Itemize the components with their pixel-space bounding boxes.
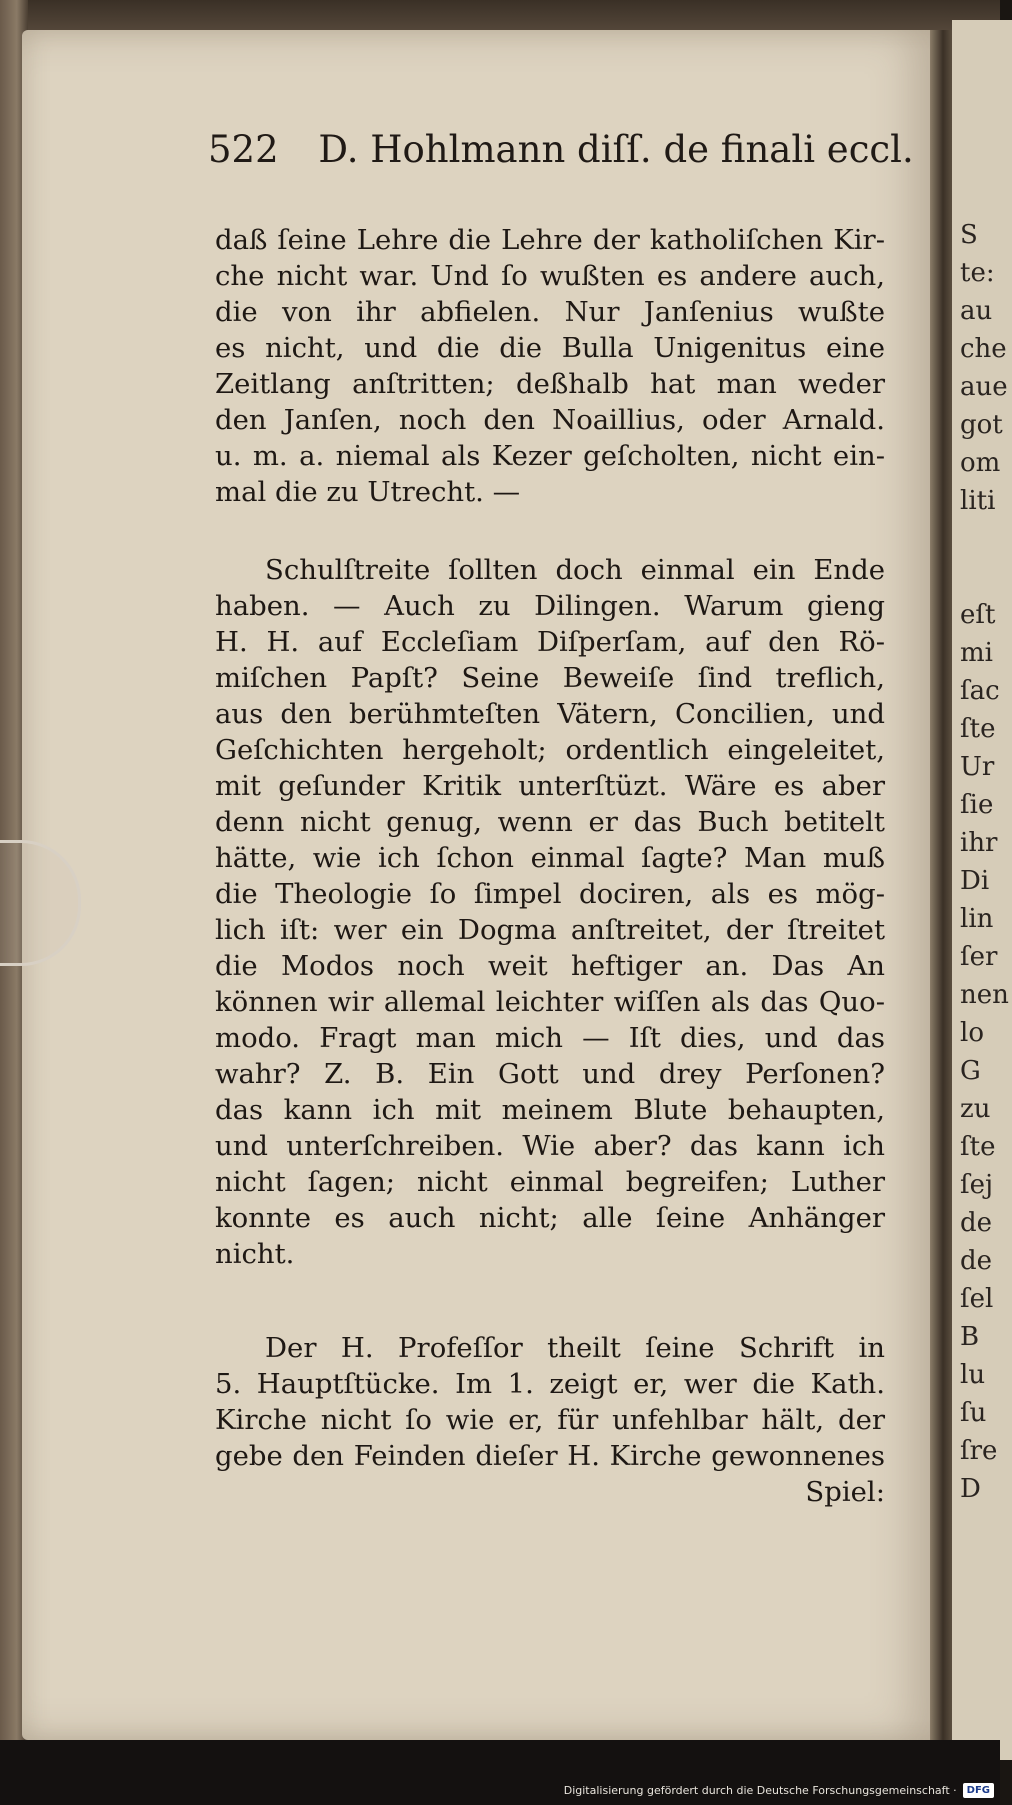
facing-page-fragment: ſel [960, 1284, 994, 1314]
text-line: lich iſt: wer ein Dogma anſtreitet, der ſtreitet [215, 914, 885, 946]
facing-page [952, 20, 1012, 1760]
facing-page-fragment: de [960, 1246, 993, 1276]
text-line: denn nicht genug, wenn er das Buch betitelt [215, 806, 885, 838]
facing-page-fragment: G [960, 1056, 981, 1086]
text-line: Schulſtreite ſollten doch einmal ein Ende [265, 554, 885, 586]
text-line: das kann ich mit meinem Blute behaupten, [215, 1094, 885, 1126]
facing-page-fragment: ſac [960, 676, 1000, 706]
facing-page-fragment: che [960, 334, 1007, 364]
facing-page-fragment: ſej [960, 1170, 994, 1200]
text-line: nicht. [215, 1238, 295, 1270]
text-line: nicht ſagen; nicht einmal begreifen; Luther [215, 1166, 885, 1198]
facing-page-fragment: ſte [960, 1132, 996, 1162]
text-line: 5. Hauptſtücke. Im 1. zeigt er, wer die Kath. [215, 1368, 885, 1400]
running-header [208, 128, 914, 171]
text-line: und unterſchreiben. Wie aber? das kann ich [215, 1130, 885, 1162]
text-line: Der H. Profeſſor theilt ſeine Schrift in [265, 1332, 885, 1364]
facing-page-fragment: zu [960, 1094, 991, 1124]
facing-page-fragment: ſre [960, 1436, 998, 1466]
footer-credit: Digitalisierung gefördert durch die Deutsche Forschungsgemeinschaft · [563, 1783, 957, 1797]
text-line: che nicht war. Und ſo wußten es andere auch, [215, 260, 885, 292]
facing-page-fragment: om [960, 448, 1001, 478]
facing-page-fragment: au [960, 296, 993, 326]
facing-page-fragment: ſte [960, 714, 996, 744]
text-line: aus den berühmteſten Vätern, Concilien, und [215, 698, 885, 730]
text-line: modo. Fragt man mich — Iſt dies, und das [215, 1022, 885, 1054]
facing-page-fragment: te: [960, 258, 995, 288]
facing-page-fragment: mi [960, 638, 993, 668]
dfg-logo: DFG [963, 1783, 994, 1798]
text-line: die Modos noch weit heftiger an. Das An [215, 950, 885, 982]
facing-page-fragment: S [960, 220, 978, 250]
facing-page-fragment: lu [960, 1360, 986, 1390]
facing-page-fragment: ſie [960, 790, 994, 820]
text-line: mit geſunder Kritik unterſtüzt. Wäre es aber [215, 770, 885, 802]
running-title: D. Hohlmann diſſ. de finali eccl. [318, 128, 914, 171]
text-line: H. H. auf Eccleſiam Diſperſam, auf den Rö- [215, 626, 885, 658]
facing-page-fragment: ihr [960, 828, 998, 858]
digitization-footer [564, 1779, 994, 1801]
text-line: gebe den Feinden dieſer H. Kirche gewonnenes [215, 1440, 885, 1472]
facing-page-fragment: B [960, 1322, 980, 1352]
text-line: es nicht, und die die Bulla Unigenitus eine [215, 332, 885, 364]
text-line: die Theologie ſo ſimpel dociren, als es mög- [215, 878, 885, 910]
text-line: daß ſeine Lehre die Lehre der katholiſchen Kir- [215, 224, 885, 256]
facing-page-fragment: Ur [960, 752, 995, 782]
facing-page-fragment: D [960, 1474, 981, 1504]
text-line: Geſchichten hergeholt; ordentlich eingeleitet, [215, 734, 885, 766]
text-line: haben. — Auch zu Dilingen. Warum gieng [215, 590, 885, 622]
facing-page-fragment: lin [960, 904, 994, 934]
text-line: konnte es auch nicht; alle ſeine Anhänger [215, 1202, 885, 1234]
facing-page-fragment: de [960, 1208, 993, 1238]
facing-page-fragment: got [960, 410, 1003, 440]
text-line: Kirche nicht ſo wie er, für unfehlbar hält, der [215, 1404, 885, 1436]
page-number: 522 [208, 128, 279, 171]
text-line: die von ihr abfielen. Nur Janſenius wußte [215, 296, 885, 328]
facing-page-fragment: eſt [960, 600, 996, 630]
facing-page-fragment: ſu [960, 1398, 987, 1428]
text-line: den Janſen, noch den Noaillius, oder Arnald. [215, 404, 885, 436]
text-line: u. m. a. niemal als Kezer geſcholten, nicht ein- [215, 440, 885, 472]
facing-page-fragment: ſer [960, 942, 998, 972]
facing-page-fragment: liti [960, 486, 996, 516]
text-line: miſchen Papſt? Seine Beweiſe ſind treflich, [215, 662, 885, 694]
text-line: Zeitlang anſtritten; deßhalb hat man weder [215, 368, 885, 400]
text-line: mal die zu Utrecht. — [215, 476, 521, 508]
facing-page-fragment: lo [960, 1018, 984, 1048]
facing-page-fragment: aue [960, 372, 1008, 402]
text-line: können wir allemal leichter wiſſen als das Quo- [215, 986, 885, 1018]
catchword: Spiel: [805, 1476, 885, 1508]
facing-page-fragment: nen [960, 980, 1009, 1010]
text-line: wahr? Z. B. Ein Gott und drey Perſonen? [215, 1058, 885, 1090]
facing-page-fragment: Di [960, 866, 990, 896]
text-line: hätte, wie ich ſchon einmal ſagte? Man muß [215, 842, 885, 874]
